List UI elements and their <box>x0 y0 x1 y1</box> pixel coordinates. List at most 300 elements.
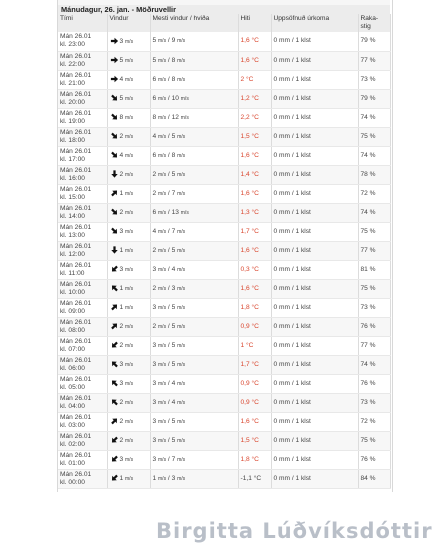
maxwind-cell: 5 m/s / 9 m/s <box>150 32 238 51</box>
time-cell <box>58 241 107 260</box>
wind-direction-arrow-icon <box>110 246 119 254</box>
unit-ms: m/s <box>125 114 134 121</box>
precip-cell: 0 mm / 1 klst <box>271 222 358 241</box>
unit-ms: m/s <box>125 57 134 64</box>
wind-cell <box>107 393 150 412</box>
humidity-cell: 73 % <box>358 393 390 412</box>
unit-ms: m/s <box>125 133 134 140</box>
wind-direction-arrow-icon <box>110 151 119 159</box>
humidity-cell: 79 % <box>358 32 390 51</box>
row-time: kl. 23:00 <box>60 41 85 48</box>
wind-cell <box>107 108 150 127</box>
wind-speed: 3 <box>119 360 124 368</box>
maxwind-cell: 2 m/s / 5 m/s <box>150 317 238 336</box>
gust: 4 <box>171 265 176 273</box>
time-cell <box>58 32 107 51</box>
wind-speed: 5 <box>119 94 124 102</box>
unit-ms: m/s <box>125 418 134 425</box>
wind-direction-arrow-icon <box>110 455 119 463</box>
row-date: Mán 26.01 <box>60 242 92 250</box>
wind-speed: 8 <box>119 113 124 121</box>
wind-direction-arrow-icon <box>110 398 119 406</box>
wind-direction-arrow-icon <box>110 170 119 178</box>
wind-cell <box>107 336 150 355</box>
row-time: kl. 06:00 <box>60 364 85 372</box>
unit-ms: m/s <box>180 95 189 102</box>
unit-ms: m/s <box>125 285 134 292</box>
wind-speed: 2 <box>119 170 124 178</box>
table-row <box>58 241 390 260</box>
unit-ms: m/s <box>125 190 134 197</box>
precip-cell: 0 mm / 1 klst <box>271 431 358 450</box>
table-row <box>58 32 390 51</box>
table-row <box>58 260 390 279</box>
unit-ms: m/s <box>158 228 167 235</box>
wind-speed: 3 <box>119 37 124 45</box>
max-wind: 1 <box>152 474 157 482</box>
wind-direction-arrow-icon <box>110 265 119 273</box>
max-wind: 5 <box>152 56 157 64</box>
table-row <box>58 355 390 374</box>
row-date: Mán 26.01 <box>60 394 92 402</box>
unit-ms: m/s <box>158 399 167 406</box>
table-row <box>58 127 390 146</box>
maxwind-cell: 2 m/s / 5 m/s <box>150 165 238 184</box>
maxwind-cell: 6 m/s / 8 m/s <box>150 146 238 165</box>
unit-ms: m/s <box>158 304 167 311</box>
unit-ms: m/s <box>177 228 186 235</box>
wind-speed: 3 <box>119 455 124 463</box>
table-row <box>58 298 390 317</box>
wind-cell <box>107 355 150 374</box>
time-cell <box>58 374 107 393</box>
maxwind-cell: 3 m/s / 5 m/s <box>150 298 238 317</box>
unit-ms: m/s <box>158 266 167 273</box>
time-cell <box>58 146 107 165</box>
time-cell <box>58 222 107 241</box>
humidity-cell: 74 % <box>358 146 390 165</box>
gust: 8 <box>171 151 176 159</box>
gust: 5 <box>171 132 176 140</box>
unit-ms: m/s <box>125 95 134 102</box>
row-time: kl. 18:00 <box>60 136 85 144</box>
precip-cell: 0 mm / 1 klst <box>271 51 358 70</box>
wind-direction-arrow-icon <box>110 284 119 292</box>
max-wind: 3 <box>152 265 157 273</box>
wind-speed: 5 <box>119 56 124 64</box>
unit-ms: m/s <box>125 171 134 178</box>
gust: 5 <box>171 436 176 444</box>
temp-cell: 1,7 °C <box>238 355 271 374</box>
max-wind: 3 <box>152 360 157 368</box>
weather-table <box>58 14 391 489</box>
maxwind-cell: 2 m/s / 3 m/s <box>150 279 238 298</box>
maxwind-cell: 6 m/s / 10 m/s <box>150 89 238 108</box>
humidity-cell: 79 % <box>358 89 390 108</box>
unit-ms: m/s <box>177 76 186 83</box>
wind-direction-arrow-icon <box>110 227 119 235</box>
unit-ms: m/s <box>158 475 167 482</box>
unit-ms: m/s <box>158 456 167 463</box>
unit-ms: m/s <box>158 190 167 197</box>
row-date: Mán 26.01 <box>60 337 92 345</box>
time-cell <box>58 450 107 469</box>
temp-cell: 0,9 °C <box>238 374 271 393</box>
gust: 13 <box>171 208 179 216</box>
unit-ms: m/s <box>158 361 167 368</box>
wind-cell <box>107 222 150 241</box>
precip-cell: 0 mm / 1 klst <box>271 127 358 146</box>
humidity-cell: 75 % <box>358 222 390 241</box>
wind-speed: 4 <box>119 75 124 83</box>
time-cell <box>58 108 107 127</box>
precip-cell: 0 mm / 1 klst <box>271 146 358 165</box>
max-wind: 3 <box>152 341 157 349</box>
row-date: Mán 26.01 <box>60 90 92 98</box>
wind-direction-arrow-icon <box>110 474 119 482</box>
maxwind-cell: 8 m/s / 12 m/s <box>150 108 238 127</box>
row-time: kl. 17:00 <box>60 155 85 163</box>
wind-cell <box>107 146 150 165</box>
table-row <box>58 51 390 70</box>
unit-ms: m/s <box>125 247 134 254</box>
table-row <box>58 165 390 184</box>
time-cell <box>58 336 107 355</box>
row-time: kl. 21:00 <box>60 79 85 87</box>
unit-ms: m/s <box>158 342 167 349</box>
time-cell <box>58 412 107 431</box>
unit-ms: m/s <box>158 38 167 45</box>
temp-cell: 1,5 °C <box>238 127 271 146</box>
time-cell <box>58 127 107 146</box>
row-date: Mán 26.01 <box>60 52 92 60</box>
unit-ms: m/s <box>158 380 167 387</box>
unit-ms: m/s <box>177 437 186 444</box>
gust: 5 <box>171 303 176 311</box>
row-date: Mán 26.01 <box>60 413 92 421</box>
wind-speed: 2 <box>119 132 124 140</box>
unit-ms: m/s <box>158 133 167 140</box>
unit-ms: m/s <box>125 342 134 349</box>
table-row <box>58 222 390 241</box>
unit-ms: m/s <box>177 247 186 254</box>
humidity-cell: 72 % <box>358 412 390 431</box>
temp-cell: 1,6 °C <box>238 146 271 165</box>
unit-ms: m/s <box>158 209 167 216</box>
wind-cell <box>107 317 150 336</box>
wind-speed: 3 <box>119 227 124 235</box>
humidity-cell: 76 % <box>358 450 390 469</box>
temp-cell: 1,8 °C <box>238 450 271 469</box>
wind-direction-arrow-icon <box>110 322 119 330</box>
humidity-cell: 75 % <box>358 431 390 450</box>
temp-cell: 0,3 °C <box>238 260 271 279</box>
wind-cell <box>107 51 150 70</box>
temp-cell: 1,6 °C <box>238 32 271 51</box>
wind-direction-arrow-icon <box>110 132 119 140</box>
unit-ms: m/s <box>177 266 186 273</box>
wind-cell <box>107 165 150 184</box>
precip-cell: 0 mm / 1 klst <box>271 108 358 127</box>
wind-speed: 2 <box>119 398 124 406</box>
unit-ms: m/s <box>180 114 189 121</box>
wind-direction-arrow-icon <box>110 94 119 102</box>
unit-ms: m/s <box>125 38 134 45</box>
gust: 7 <box>171 227 176 235</box>
time-cell <box>58 279 107 298</box>
row-date: Mán 26.01 <box>60 71 92 79</box>
temp-cell: 0,9 °C <box>238 393 271 412</box>
temp-cell: 1,4 °C <box>238 165 271 184</box>
humidity-cell: 72 % <box>358 184 390 203</box>
max-wind: 3 <box>152 455 157 463</box>
max-wind: 2 <box>152 189 157 197</box>
unit-ms: m/s <box>158 76 167 83</box>
gust: 12 <box>171 113 179 121</box>
temp-cell: 2 °C <box>238 70 271 89</box>
unit-ms: m/s <box>125 380 134 387</box>
temp-cell: 1,7 °C <box>238 222 271 241</box>
temp-cell: 0,9 °C <box>238 317 271 336</box>
time-cell <box>58 431 107 450</box>
gust: 4 <box>171 398 176 406</box>
time-cell <box>58 260 107 279</box>
row-time: kl. 14:00 <box>60 212 85 220</box>
gust: 5 <box>171 322 176 330</box>
wind-cell <box>107 431 150 450</box>
table-row <box>58 203 390 222</box>
unit-ms: m/s <box>158 285 167 292</box>
unit-ms: m/s <box>177 285 186 292</box>
unit-ms: m/s <box>177 342 186 349</box>
gust: 10 <box>171 94 179 102</box>
precip-cell: 0 mm / 1 klst <box>271 241 358 260</box>
time-cell <box>58 355 107 374</box>
maxwind-cell: 6 m/s / 8 m/s <box>150 70 238 89</box>
unit-ms: m/s <box>125 475 134 482</box>
max-wind: 8 <box>152 113 157 121</box>
maxwind-cell: 1 m/s / 3 m/s <box>150 469 238 488</box>
unit-ms: m/s <box>125 266 134 273</box>
time-cell <box>58 469 107 488</box>
wind-cell <box>107 469 150 488</box>
maxwind-cell: 4 m/s / 5 m/s <box>150 127 238 146</box>
row-time: kl. 15:00 <box>60 193 85 201</box>
max-wind: 4 <box>152 227 157 235</box>
unit-ms: m/s <box>177 133 186 140</box>
temp-cell: 1,3 °C <box>238 203 271 222</box>
unit-ms: m/s <box>125 304 134 311</box>
header-precip: Uppsöfnuð úrkoma <box>271 14 358 32</box>
row-time: kl. 19:00 <box>60 117 85 125</box>
wind-cell <box>107 89 150 108</box>
temp-cell: 2,2 °C <box>238 108 271 127</box>
row-date: Mán 26.01 <box>60 318 92 326</box>
table-row <box>58 412 390 431</box>
row-date: Mán 26.01 <box>60 451 92 459</box>
row-date: Mán 26.01 <box>60 432 92 440</box>
temp-cell: 1,2 °C <box>238 89 271 108</box>
unit-ms: m/s <box>177 304 186 311</box>
precip-cell: 0 mm / 1 klst <box>271 89 358 108</box>
wind-speed: 2 <box>119 322 124 330</box>
page-title: Mánudagur, 26. jan. - Möðruvellir <box>58 5 390 14</box>
precip-cell: 0 mm / 1 klst <box>271 317 358 336</box>
wind-cell <box>107 374 150 393</box>
wind-direction-arrow-icon <box>110 341 119 349</box>
unit-ms: m/s <box>158 171 167 178</box>
header-temp: Hiti <box>238 14 271 32</box>
header-time: Tími <box>58 14 107 32</box>
header-humidity: Raka- stig <box>358 14 390 32</box>
precip-cell: 0 mm / 1 klst <box>271 32 358 51</box>
wind-cell <box>107 184 150 203</box>
wind-direction-arrow-icon <box>110 56 119 64</box>
unit-ms: m/s <box>158 247 167 254</box>
row-date: Mán 26.01 <box>60 185 92 193</box>
precip-cell: 0 mm / 1 klst <box>271 165 358 184</box>
table-body <box>58 32 390 488</box>
time-cell <box>58 70 107 89</box>
row-date: Mán 26.01 <box>60 33 92 40</box>
temp-cell: 1,6 °C <box>238 241 271 260</box>
unit-ms: m/s <box>125 228 134 235</box>
max-wind: 3 <box>152 436 157 444</box>
time-cell <box>58 203 107 222</box>
precip-cell: 0 mm / 1 klst <box>271 260 358 279</box>
precip-cell: 0 mm / 1 klst <box>271 298 358 317</box>
wind-direction-arrow-icon <box>110 360 119 368</box>
maxwind-cell: 3 m/s / 5 m/s <box>150 412 238 431</box>
unit-ms: m/s <box>177 57 186 64</box>
wind-cell <box>107 260 150 279</box>
table-row <box>58 146 390 165</box>
time-cell <box>58 89 107 108</box>
gust: 8 <box>171 56 176 64</box>
maxwind-cell: 2 m/s / 5 m/s <box>150 241 238 260</box>
humidity-cell: 75 % <box>358 127 390 146</box>
precip-cell: 0 mm / 1 klst <box>271 203 358 222</box>
unit-ms: m/s <box>177 418 186 425</box>
wind-speed: 1 <box>119 189 124 197</box>
unit-ms: m/s <box>125 152 134 159</box>
row-date: Mán 26.01 <box>60 375 92 383</box>
row-time: kl. 09:00 <box>60 307 85 315</box>
wind-direction-arrow-icon <box>110 189 119 197</box>
gust: 4 <box>171 379 176 387</box>
precip-cell: 0 mm / 1 klst <box>271 355 358 374</box>
table-row <box>58 431 390 450</box>
time-cell <box>58 393 107 412</box>
maxwind-cell: 6 m/s / 13 m/s <box>150 203 238 222</box>
wind-speed: 3 <box>119 379 124 387</box>
humidity-cell: 73 % <box>358 70 390 89</box>
table-row <box>58 393 390 412</box>
maxwind-cell: 3 m/s / 5 m/s <box>150 336 238 355</box>
row-date: Mán 26.01 <box>60 299 92 307</box>
unit-ms: m/s <box>177 475 186 482</box>
unit-ms: m/s <box>125 399 134 406</box>
table-row <box>58 450 390 469</box>
wind-speed: 4 <box>119 151 124 159</box>
max-wind: 5 <box>152 37 157 45</box>
max-wind: 3 <box>152 417 157 425</box>
row-date: Mán 26.01 <box>60 204 92 212</box>
temp-cell: 1,5 °C <box>238 431 271 450</box>
wind-cell <box>107 203 150 222</box>
row-time: kl. 13:00 <box>60 231 85 239</box>
row-time: kl. 02:00 <box>60 440 85 448</box>
gust: 7 <box>171 189 176 197</box>
maxwind-cell: 4 m/s / 7 m/s <box>150 222 238 241</box>
header-maxwind: Mesti vindur / hviða <box>150 14 238 32</box>
table-row <box>58 317 390 336</box>
unit-ms: m/s <box>125 456 134 463</box>
wind-cell <box>107 279 150 298</box>
wind-speed: 3 <box>119 265 124 273</box>
temp-cell: -1,1 °C <box>238 469 271 488</box>
row-time: kl. 01:00 <box>60 459 85 467</box>
wind-direction-arrow-icon <box>110 113 119 121</box>
unit-ms: m/s <box>177 171 186 178</box>
wind-direction-arrow-icon <box>110 75 119 83</box>
row-date: Mán 26.01 <box>60 166 92 174</box>
humidity-cell: 84 % <box>358 469 390 488</box>
max-wind: 3 <box>152 379 157 387</box>
gust: 5 <box>171 341 176 349</box>
wind-speed: 1 <box>119 303 124 311</box>
wind-speed: 1 <box>119 474 124 482</box>
wind-speed: 2 <box>119 436 124 444</box>
row-time: kl. 00:00 <box>60 478 85 486</box>
temp-cell: 1,6 °C <box>238 412 271 431</box>
gust: 3 <box>171 284 176 292</box>
row-time: kl. 07:00 <box>60 345 85 353</box>
header-wind: Vindur <box>107 14 150 32</box>
temp-cell: 1,8 °C <box>238 298 271 317</box>
row-date: Mán 26.01 <box>60 128 92 136</box>
unit-ms: m/s <box>177 456 186 463</box>
max-wind: 6 <box>152 151 157 159</box>
wind-direction-arrow-icon <box>110 37 119 45</box>
humidity-cell: 74 % <box>358 108 390 127</box>
unit-ms: m/s <box>177 190 186 197</box>
unit-ms: m/s <box>180 209 189 216</box>
max-wind: 4 <box>152 132 157 140</box>
wind-cell <box>107 127 150 146</box>
wind-speed: 2 <box>119 208 124 216</box>
maxwind-cell: 5 m/s / 8 m/s <box>150 51 238 70</box>
row-date: Mán 26.01 <box>60 147 92 155</box>
wind-direction-arrow-icon <box>110 208 119 216</box>
wind-cell <box>107 70 150 89</box>
wind-cell <box>107 450 150 469</box>
unit-ms: m/s <box>177 399 186 406</box>
unit-ms: m/s <box>177 361 186 368</box>
humidity-cell: 74 % <box>358 203 390 222</box>
wind-speed: 2 <box>119 341 124 349</box>
temp-cell: 1,6 °C <box>238 279 271 298</box>
unit-ms: m/s <box>158 418 167 425</box>
precip-cell: 0 mm / 1 klst <box>271 336 358 355</box>
gust: 7 <box>171 455 176 463</box>
humidity-cell: 74 % <box>358 355 390 374</box>
row-time: kl. 05:00 <box>60 383 85 391</box>
row-time: kl. 16:00 <box>60 174 85 182</box>
unit-ms: m/s <box>177 380 186 387</box>
max-wind: 2 <box>152 246 157 254</box>
humidity-cell: 76 % <box>358 317 390 336</box>
